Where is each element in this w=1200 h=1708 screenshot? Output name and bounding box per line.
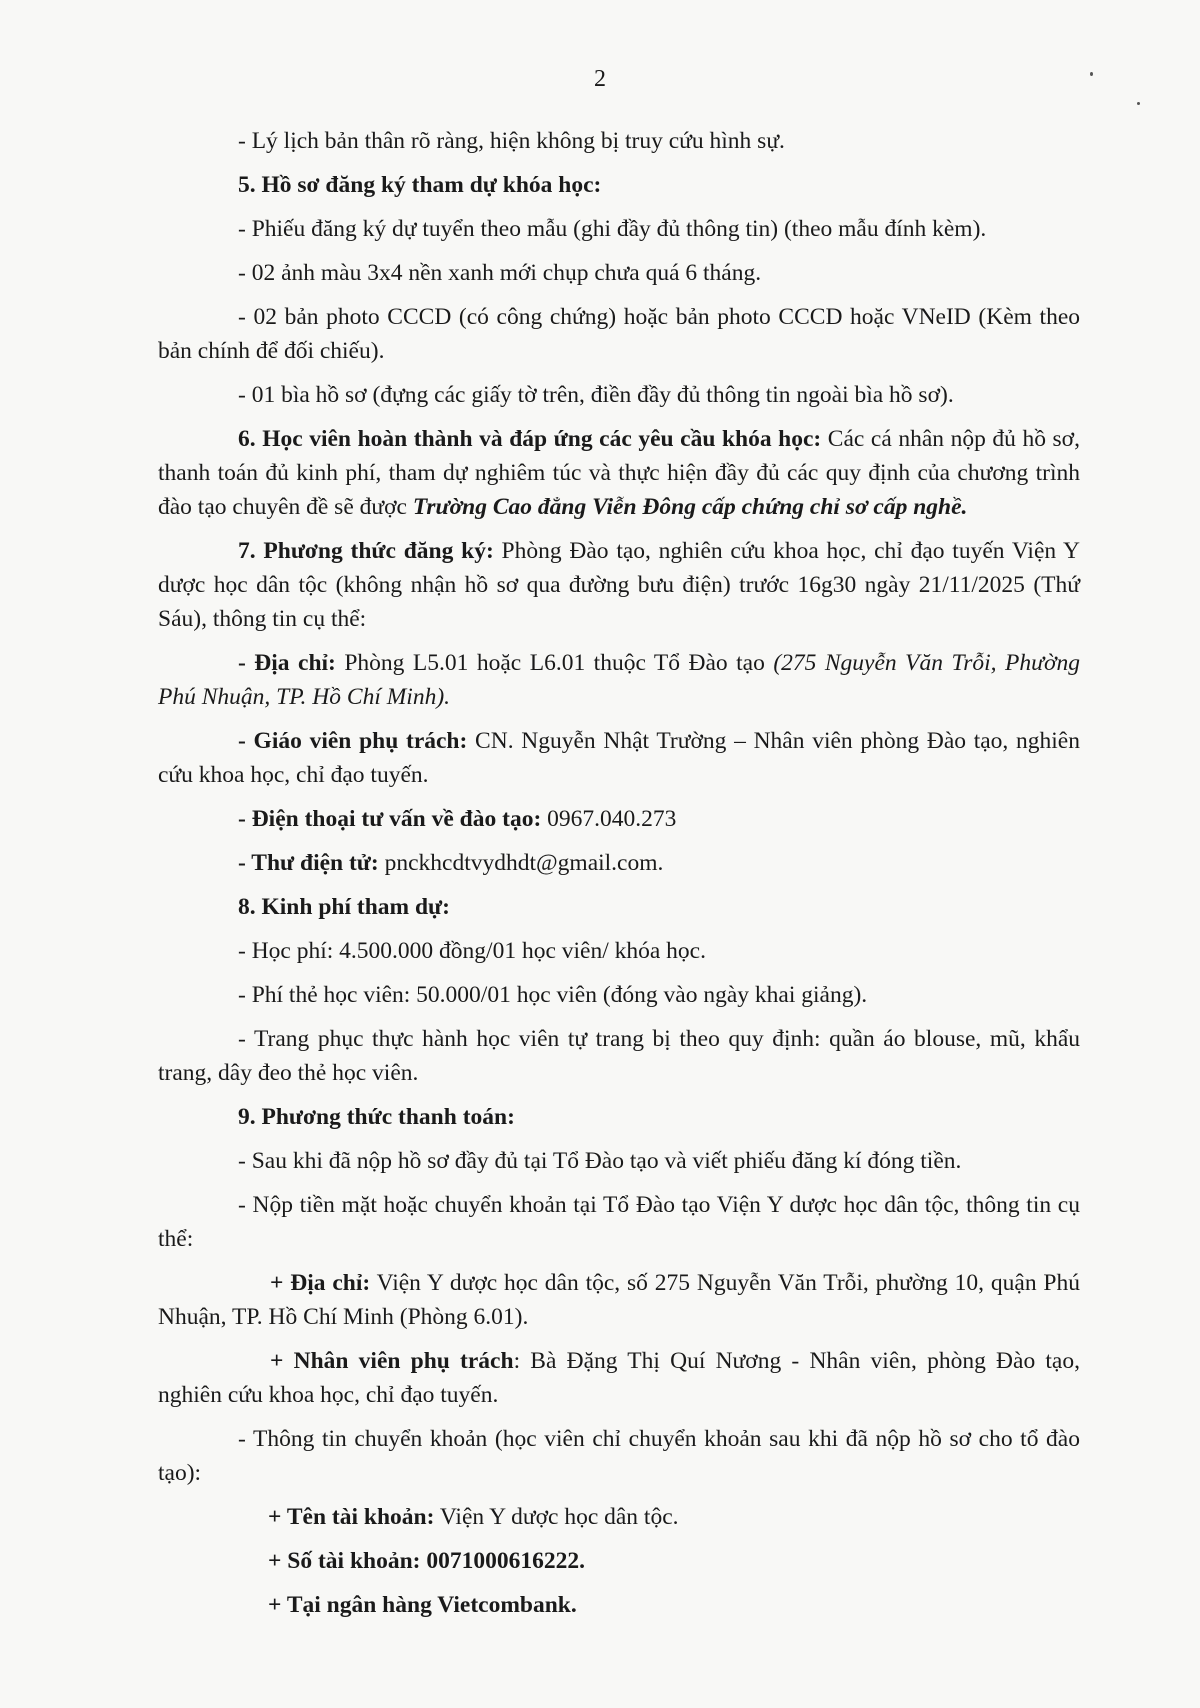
payment-item: - Sau khi đã nộp hồ sơ đầy đủ tại Tổ Đào tạo và viết phiếu đăng kí đóng tiền. [238,1148,962,1174]
section-5-title: 5. Hồ sơ đăng ký tham dự khóa học: [238,172,602,198]
payment-staff: + Nhân viên phụ trách: Bà Đặng Thị Quí Nương - Nhân viên, phòng Đào tạo, nghiên cứu khoa học, chỉ đạo tuyến. [158,1348,1080,1408]
consult-phone: - Điện thoại tư vấn về đào tạo: 0967.040.273 [238,806,677,832]
section-9-title: 9. Phương thức thanh toán: [238,1104,515,1130]
dossier-item: - Phiếu đăng ký dự tuyển theo mẫu (ghi đầy đủ thông tin) (theo mẫu đính kèm). [238,216,987,242]
dossier-item: - 02 bản photo CCCD (có công chứng) hoặc bản photo CCCD hoặc VNeID (Kèm theo bản chính để đối chiếu). [158,304,1080,364]
bank-name: + Tại ngân hàng Vietcombank. [268,1592,577,1618]
section-7-title: 7. Phương thức đăng ký: [238,538,494,564]
fee-item: - Trang phục thực hành học viên tự trang bị theo quy định: quần áo blouse, mũ, khẩu trang, dây đeo thẻ học viên. [158,1026,1080,1086]
fee-item: - Phí thẻ học viên: 50.000/01 học viên (đóng vào ngày khai giảng). [238,982,868,1008]
payment-item: - Nộp tiền mặt hoặc chuyển khoản tại Tổ Đào tạo Viện Y dược học dân tộc, thông tin cụ thể: [158,1192,1080,1252]
payment-address: + Địa chỉ: Viện Y dược học dân tộc, số 275 Nguyễn Văn Trỗi, phường 10, quận Phú Nhuận, TP. Hồ Chí Minh (Phòng 6.01). [158,1270,1080,1330]
account-name: + Tên tài khoản: Viện Y dược học dân tộc. [268,1504,679,1530]
dossier-item: - 02 ảnh màu 3x4 nền xanh mới chụp chưa quá 6 tháng. [238,260,762,286]
section-7-paragraph: 7. Phương thức đăng ký: Phòng Đào tạo, nghiên cứu khoa học, chỉ đạo tuyến Viện Y dược học dân tộc (không nhận hồ sơ qua đường bưu điện) trước 16g30 ngày 21/11/2025 (Thứ Sáu), thông tin cụ thể: [158,538,1080,632]
scan-speck [1137,102,1140,105]
dossier-item: - 01 bìa hồ sơ (đựng các giấy tờ trên, điền đầy đủ thông tin ngoài bìa hồ sơ). [238,382,954,408]
section-6-paragraph: 6. Học viên hoàn thành và đáp ứng các yêu cầu khóa học: Các cá nhân nộp đủ hồ sơ, thanh toán đủ kinh phí, tham dự nghiêm túc và thực hiện đầy đủ các quy định của chương trình đào tạo chuyên đề sẽ được Trường Cao đẳng Viễn Đông cấp chứng chỉ sơ cấp nghề. [158,426,1080,520]
page-number: 2 [594,66,606,92]
fee-item: - Học phí: 4.500.000 đồng/01 học viên/ khóa học. [238,938,706,964]
contact-email: - Thư điện tử: pnckhcdtvydhdt@gmail.com. [238,850,664,876]
account-number: + Số tài khoản: 0071000616222. [268,1548,585,1574]
section-6-title: 6. Học viên hoàn thành và đáp ứng các yêu cầu khóa học: [238,426,822,452]
section-8-title: 8. Kinh phí tham dự: [238,894,450,920]
document-body [158,124,1080,1632]
teacher-in-charge: - Giáo viên phụ trách: CN. Nguyễn Nhật Trường – Nhân viên phòng Đào tạo, nghiên cứu khoa học, chỉ đạo tuyến. [158,728,1080,788]
transfer-info: - Thông tin chuyển khoản (học viên chỉ chuyển khoản sau khi đã nộp hồ sơ cho tổ đào tạo): [158,1426,1080,1486]
criteria-line: - Lý lịch bản thân rõ ràng, hiện không bị truy cứu hình sự. [238,128,785,154]
registration-address: - Địa chỉ: Phòng L5.01 hoặc L6.01 thuộc Tổ Đào tạo (275 Nguyễn Văn Trỗi, Phường Phú Nhuận, TP. Hồ Chí Minh). [158,650,1080,710]
